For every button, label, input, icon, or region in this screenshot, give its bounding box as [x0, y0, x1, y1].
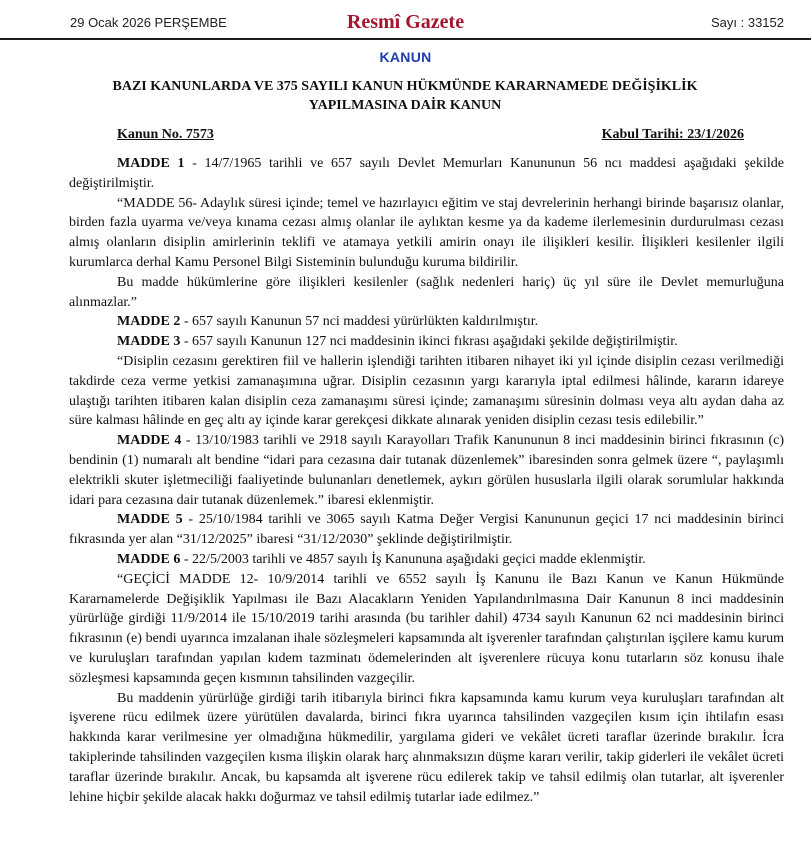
article-label: MADDE 2: [117, 314, 181, 330]
paragraph: [69, 689, 784, 808]
gazette-name: Resmî Gazete: [346, 11, 465, 33]
paragraph: [69, 312, 784, 332]
paragraph: [69, 194, 784, 273]
gazette-header: [0, 0, 811, 40]
paragraph-text: - 25/10/1984 tarihli ve 3065 sayılı Katma Değer Vergisi Kanununun geçici 17 nci maddesinin birinci fıkrasında yer alan “31/12/2025” ibaresi “31/12/2030” şeklinde değiştirilmiştir.: [69, 512, 784, 548]
paragraph-text: - 14/7/1965 tarihli ve 657 sayılı Devlet Memurları Kanununun 56 ncı maddesi aşağıdaki şekilde değiştirilmiştir.: [69, 156, 785, 191]
paragraph-text: - 13/10/1983 tarihli ve 2918 sayılı Karayolları Trafik Kanununun 8 inci maddesinin birinci fıkrasının (c) bendinin (1) numaralı alt bendine “idari para cezasına dair tutanak düzenlemek” ibaresinden sonra gelmek üzere “, paylaşımlı elektrikli skuter işletmeciliği faaliyetinde bulunanları denetlemek, aykırı görülen hususlarla ilgili olarak sorumlular hakkında idari para cezasına dair tutanak düzenlemek.” ibaresi eklenmiştir.: [69, 433, 784, 508]
header-divider: [0, 38, 811, 40]
article-label: MADDE 1: [117, 156, 185, 171]
article-label: MADDE 4: [117, 433, 182, 449]
paragraph: [69, 550, 784, 570]
paragraph-text: - 22/5/2003 tarihli ve 4857 sayılı İş Kanununa aşağıdaki geçici madde eklenmiştir.: [183, 551, 646, 567]
article-label: MADDE 6: [117, 551, 181, 567]
publication-date: 29 Ocak 2026 PERŞEMBE: [70, 15, 227, 30]
acceptance-date: Kabul Tarihi: 23/1/2026: [601, 127, 744, 142]
article-label: MADDE 3: [117, 334, 181, 350]
paragraph: [69, 273, 784, 313]
issue-number: Sayı : 33152: [711, 15, 784, 30]
law-number: Kanun No. 7573: [117, 127, 214, 142]
paragraph-text: “Disiplin cezasını gerektiren fiil ve hallerin işlendiği tarihten itibaren nihayet iki yıl içinde disiplin cezası verilmediği takdirde ceza verme yetkisi zamanaşımına uğrar. Disiplin cezasının yargı kararıyla iptal edilmesi hâlinde, kararın idareye ulaştığı tarihten itibaren kalan disiplin ceza zamanaşımı süresi içinde; zamanaşımı süresinin dolması veya altı aydan daha az süre kalması hâlinde en geç altı ay içinde karar gerekçesi dikkate alınarak yeniden disiplin cezası tesis edilebilir.”: [69, 353, 784, 429]
paragraph: [69, 352, 784, 431]
article-label: MADDE 5: [117, 512, 183, 528]
paragraph-text: Bu maddenin yürürlüğe girdiği tarih itibarıyla birinci fıkra kapsamında kamu kurum veya kuruluşları tarafından alt işverene rücu edilmek üzere yürütülen davalarda, birinci fıkra uyarınca tahsilinden vazgeçilen kısım için ihtilafın esası hakkında karar verilmesine yer olmadığına hükmedilir, yargılama gideri ve vekâlet ücreti taraflar üzerinde bırakılır. İcra takiplerinde tahsilinden vazgeçilen kısma ilişkin olarak harç alınmaksızın düşme kararı verilir, takip giderleri ile vekâlet ücreti taraflar üzerinde bırakılır. Ancak, bu kapsamda alt işverene rücu edilerek takip ve tahsil edilmiş olan tutarlar, alt işverenler lehine hiçbir şekilde alacak hakkı doğurmaz ve tahsil edilmiş tutarlar iade edilmez.”: [69, 690, 784, 805]
law-title: BAZI KANUNLARDA VE 375 SAYILI KANUN HÜKMÜNDE KARARNAMEDE DEĞİŞİKLİK YAPILMASINA DAİR KANUN: [112, 79, 698, 113]
document-type: KANUN: [379, 49, 432, 65]
paragraph-text: “GEÇİCİ MADDE 12- 10/9/2014 tarihli ve 6552 sayılı İş Kanunu ile Bazı Kanun ve Kanun Hükmünde Kararnamelerde Değişiklik Yapılması ile Bazı Alacakların Yeniden Yapılandırılmasına Dair Kanunun 8 inci maddesinin yürürlüğe girdiği 11/9/2014 ile 15/10/2019 tarihi arasında (bu tarihler dahil) 4734 sayılı Kanunun 62 nci maddesinin birinci fıkrasının (e) bendi uyarınca imzalanan ihale sözleşmeleri kapsamında alt işverenler tarafından çalıştırılan işçilere kamu kurum ve kuruluşları tarafından yapılan kıdem tazminatı ödemelerinden alt işverenlere rücuya konu tutarların söz konusu ihale sözleşmesi kapsamında geçen kısmının tahsilinden vazgeçilir.: [69, 571, 784, 686]
paragraph-text: - 657 sayılı Kanunun 127 nci maddesinin ikinci fıkrası aşağıdaki şekilde değiştirilmiştir.: [183, 334, 678, 350]
paragraph-text: - 657 sayılı Kanunun 57 nci maddesi yürürlükten kaldırılmıştır.: [183, 314, 539, 330]
paragraph: [69, 570, 784, 689]
paragraph: [69, 154, 784, 194]
paragraph: [69, 510, 784, 550]
law-body: [69, 154, 784, 807]
paragraph: [69, 431, 784, 510]
paragraph: [69, 332, 784, 352]
paragraph-text: Bu madde hükümlerine göre ilişikleri kesilenler (sağlık nedenleri hariç) üç yıl süre ile Devlet memurluğuna alınmazlar.”: [69, 274, 784, 310]
paragraph-text: “MADDE 56- Adaylık süresi içinde; temel ve hazırlayıcı eğitim ve staj devrelerinin herhangi birinde başarısız olanlar, birden fazla uyarma ve/veya kınama cezası almış olanlar ile aylıktan kesme ya da kademe ilerlemesinin durdurulması cezası almış olanların disiplin amirlerinin teklifi ve atamaya yetkili amirin onayı ile ilişikleri kesilir. İlişikleri kesilenler ilgili kurumlarca derhal Kamu Personel Bilgi Sisteminin bulunduğu kuruma bildirilir.: [69, 195, 784, 270]
